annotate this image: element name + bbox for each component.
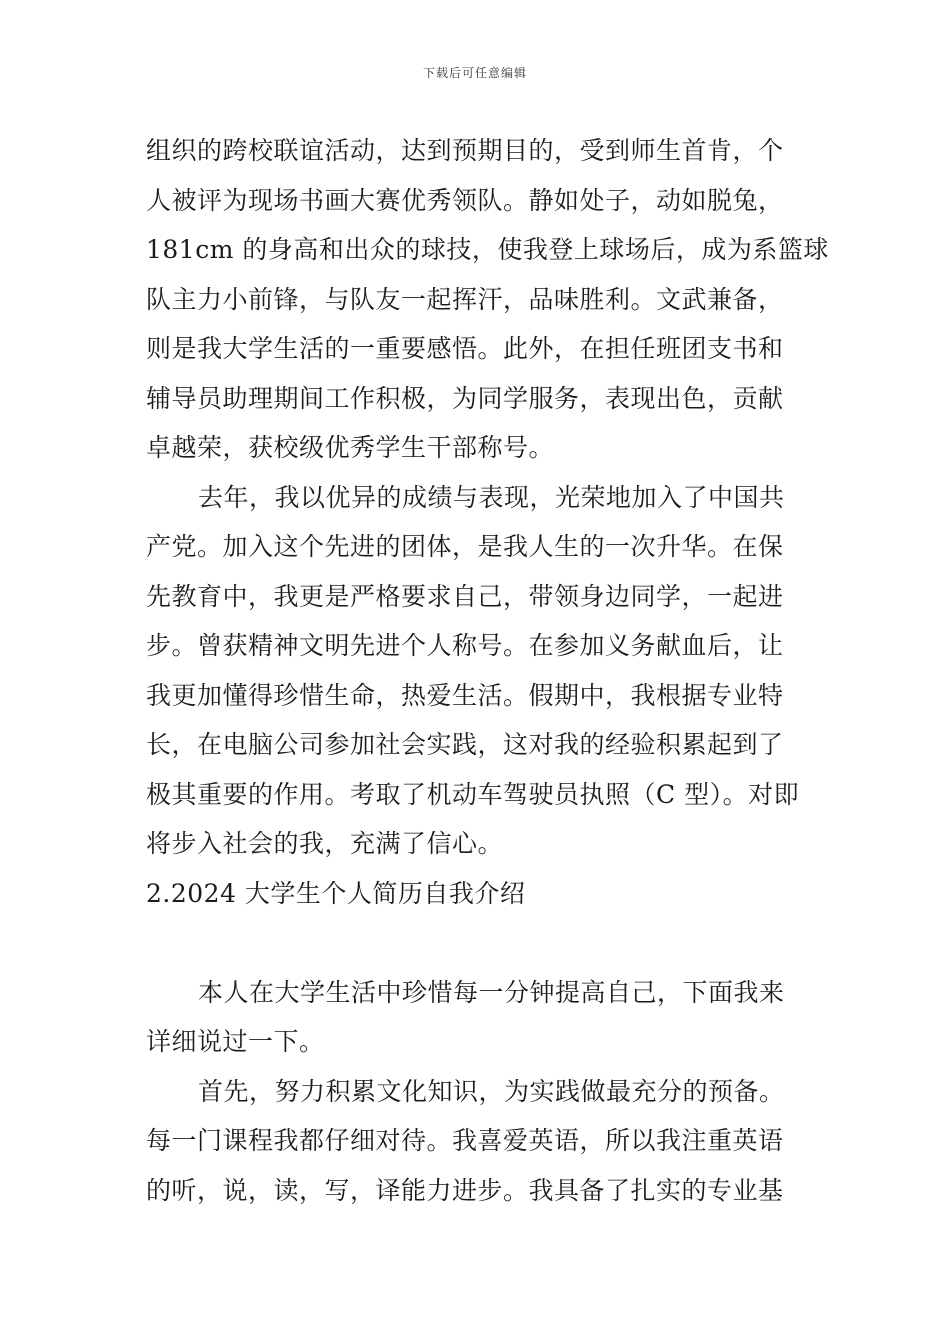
text-line: 181cm 的身高和出众的球技，使我登上球场后，成为系篮球 bbox=[146, 235, 829, 264]
blank-line bbox=[146, 918, 826, 968]
text-line: 步。曾获精神文明先进个人称号。在参加义务献血后，让 bbox=[146, 631, 784, 660]
text-line: 每一门课程我都仔细对待。我喜爱英语，所以我注重英语 bbox=[146, 1126, 784, 1155]
paragraph-start-line: 去年，我以优异的成绩与表现，光荣地加入了中国共 bbox=[198, 482, 785, 512]
paragraph-start-line: 本人在大学生活中珍惜每一分钟提高自己，下面我来 bbox=[198, 977, 785, 1007]
text-line: 先教育中，我更是严格要求自己，带领身边同学，一起进 bbox=[146, 581, 784, 611]
section-heading: 2.2024 大学生个人简历自我介绍 bbox=[146, 878, 526, 908]
document-body bbox=[146, 126, 829, 1215]
header-note: 下载后可任意编辑 bbox=[422, 66, 527, 80]
text-line: 组织的跨校联谊活动，达到预期目的，受到师生首肯，个 bbox=[146, 136, 784, 165]
paragraph-start-line: 首先，努力积累文化知识，为实践做最充分的预备。 bbox=[198, 1076, 785, 1106]
text-line: 队主力小前锋，与队友一起挥汗，品味胜利。文武兼备， bbox=[146, 284, 784, 314]
text-line: 极其重要的作用。考取了机动车驾驶员执照（C 型）。对即 bbox=[146, 779, 800, 809]
text-line: 卓越荣，获校级优秀学生干部称号。 bbox=[146, 433, 555, 462]
text-line: 的听，说，读，写，译能力进步。我具备了扎实的专业基 bbox=[146, 1175, 784, 1205]
text-line: 人被评为现场书画大赛优秀领队。静如处子，动如脱兔， bbox=[146, 185, 784, 215]
text-line: 辅导员助理期间工作积极，为同学服务，表现出色，贡献 bbox=[146, 383, 784, 413]
text-line: 长，在电脑公司参加社会实践，这对我的经验积累起到了 bbox=[146, 730, 784, 759]
text-line: 我更加懂得珍惜生命，热爱生活。假期中，我根据专业特 bbox=[146, 680, 784, 710]
text-line: 产党。加入这个先进的团体，是我人生的一次升华。在保 bbox=[146, 532, 784, 561]
text-line: 则是我大学生活的一重要感悟。此外，在担任班团支书和 bbox=[146, 334, 784, 363]
text-line: 将步入社会的我，充满了信心。 bbox=[146, 829, 504, 858]
text-line: 详细说过一下。 bbox=[146, 1027, 325, 1056]
